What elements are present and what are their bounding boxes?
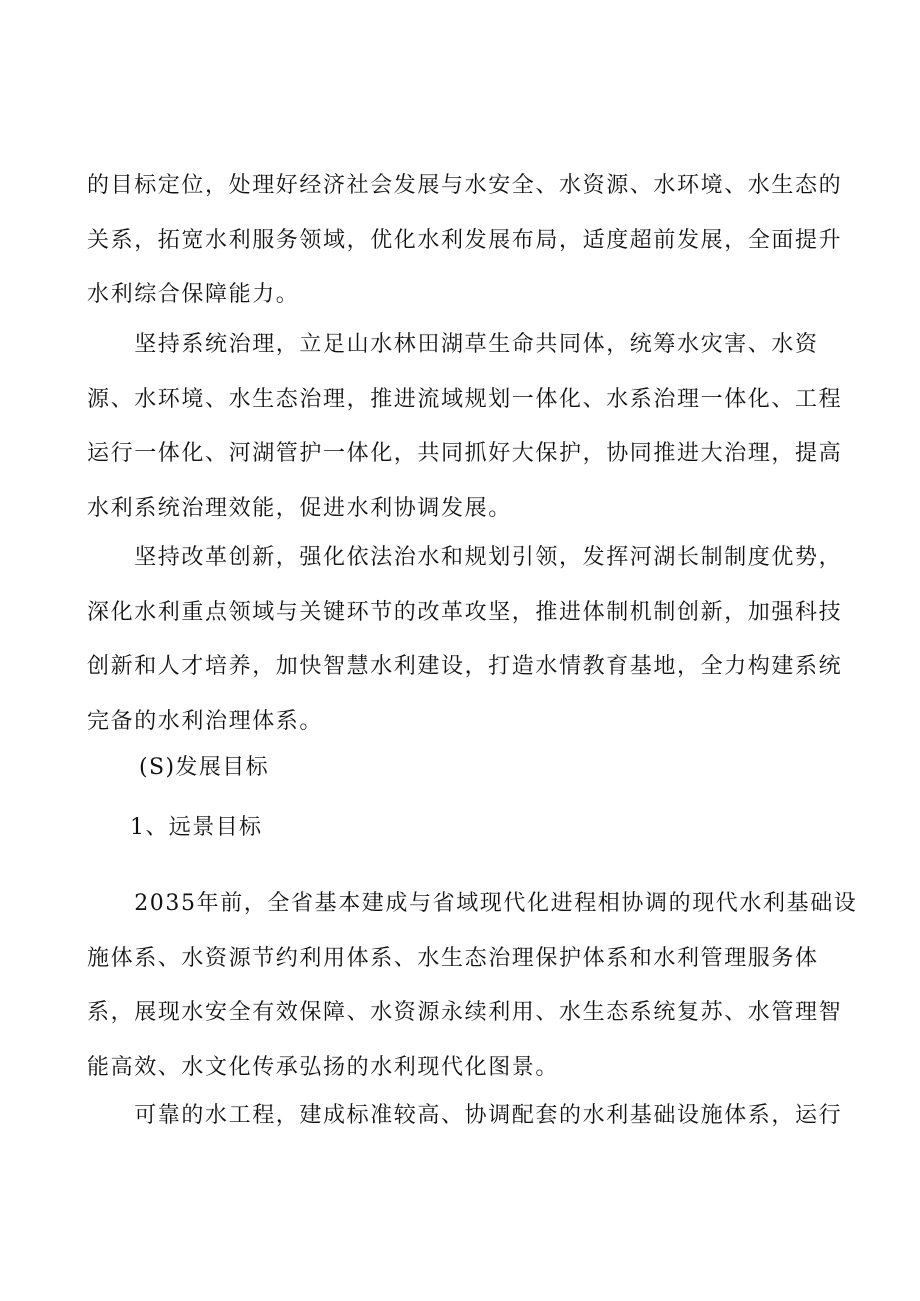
paragraph-2035-vision	[87, 877, 858, 1095]
text-line: 系，展现水安全有效保障、水资源永续利用、水生态系统复苏、水管理智	[87, 1000, 843, 1025]
text-line: 坚持改革创新，强化依法治水和规划引领，发挥河湖长制制度优势，	[87, 545, 843, 570]
text-line: 水利综合保障能力。	[87, 282, 300, 307]
text-line: 关系，拓宽水利服务领域，优化水利发展布局，适度超前发展，全面提升	[87, 227, 843, 253]
text-line: 的目标定位，处理好经济社会发展与水安全、水资源、水环境、水生态的	[87, 173, 843, 198]
paragraph-goal-positioning	[87, 159, 843, 323]
text-line: 深化水利重点领域与关键环节的改革攻坚，推进体制机制创新，加强科技	[87, 599, 843, 625]
text-line: 2035年前，全省基本建成与省域现代化进程相协调的现代水利基础设	[87, 891, 858, 916]
text-line: 能高效、水文化传承弘扬的水利现代化图景。	[87, 1054, 560, 1080]
text-line: 坚持系统治理，立足山水林田湖草生命共同体，统筹水灾害、水资	[87, 332, 819, 357]
paragraph-reform-innovation	[87, 531, 843, 749]
paragraph-system-governance	[87, 318, 843, 536]
text-line: 施体系、水资源节约利用体系、水生态治理保护体系和水利管理服务体	[87, 945, 819, 971]
section-heading: (S)发展目标	[139, 755, 270, 780]
text-line: 运行一体化、河湖管护一体化，共同抓好大保护，协同推进大治理，提高	[87, 441, 843, 466]
text-line: 完备的水利治理体系。	[87, 708, 324, 734]
text-line: 创新和人才培养，加快智慧水利建设，打造水情教育基地，全力构建系统	[87, 654, 843, 679]
text-line: 可靠的水工程，建成标准较高、协调配套的水利基础设施体系，运行	[87, 1103, 843, 1128]
text-line: 水利系统治理效能，促进水利协调发展。	[87, 495, 512, 521]
text-line: 源、水环境、水生态治理，推进流域规划一体化、水系治理一体化、工程	[87, 386, 843, 412]
paragraph-reliable-engineering	[87, 1089, 843, 1144]
sub-heading: 1、远景目标	[130, 815, 263, 840]
